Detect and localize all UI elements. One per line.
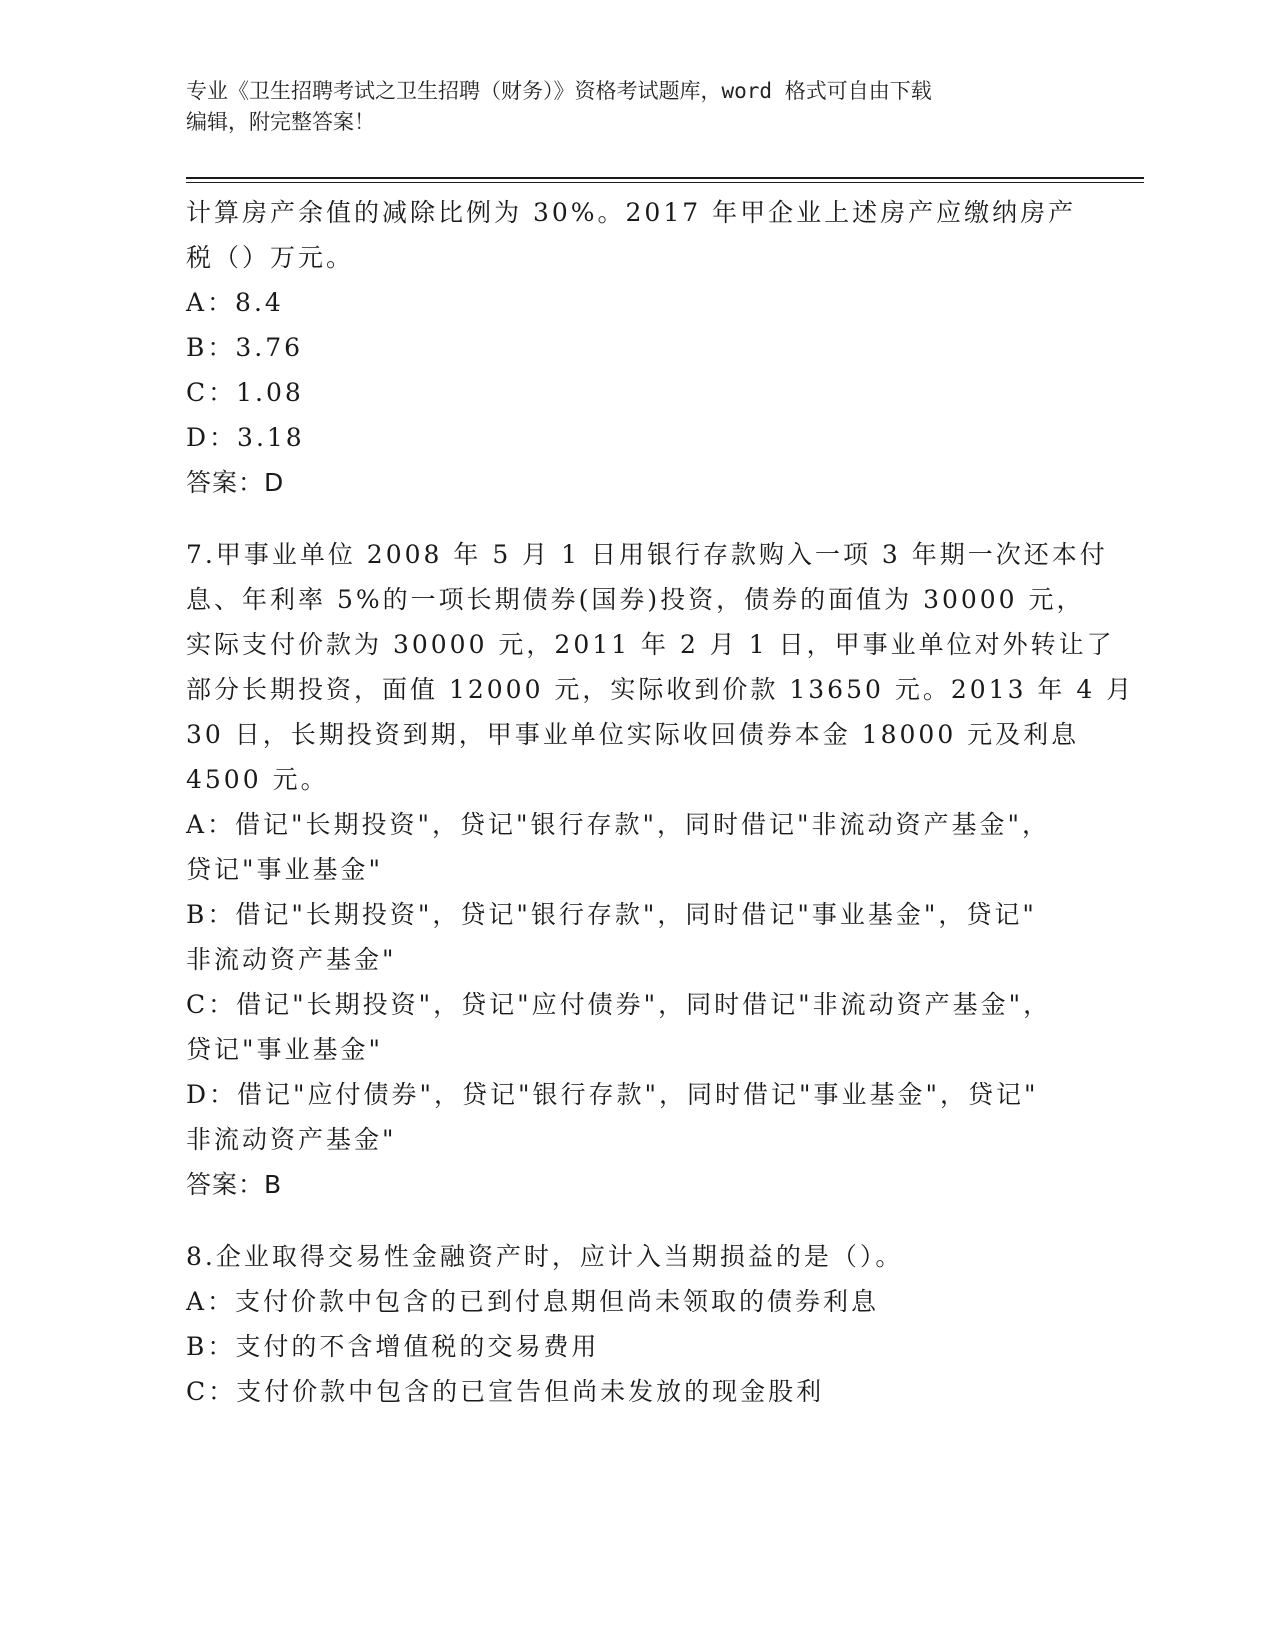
- question-stem-line: 实际支付价款为 30000 元，2011 年 2 月 1 日，甲事业单位对外转让了: [186, 630, 1115, 659]
- option-b: B：支付的不含增值税的交易费用: [186, 1332, 600, 1361]
- header-rule-thin: [186, 182, 1144, 183]
- question-stem-line: 息、年利率 5%的一项长期债券(国券)投资，债券的面值为 30000 元，: [186, 585, 1085, 614]
- spacer: [186, 505, 1076, 532]
- question-8: [186, 1234, 1076, 1414]
- header-line-2: 编辑，附完整答案！: [186, 110, 375, 134]
- option-a: A：支付价款中包含的已到付息期但尚未领取的债券利息: [186, 1287, 880, 1316]
- header-line-1: 专业《卫生招聘考试之卫生招聘（财务）》资格考试题库，word 格式可自由下载: [186, 79, 932, 103]
- option-d: D：借记"应付债券"，贷记"银行存款"，同时借记"事业基金"，贷记": [186, 1080, 1039, 1109]
- option-a: A：8.4: [186, 288, 284, 317]
- option-d-continued: 非流动资产基金": [186, 1125, 397, 1154]
- page-header: [186, 76, 1066, 138]
- option-b-continued: 非流动资产基金": [186, 945, 397, 974]
- question-stem-line: 7.甲事业单位 2008 年 5 月 1 日用银行存款购入一项 3 年期一次还本付: [186, 540, 1108, 569]
- question-stem-line: 8.企业取得交易性金融资产时，应计入当期损益的是（）。: [186, 1242, 904, 1271]
- option-c: C：支付价款中包含的已宣告但尚未发放的现金股利: [186, 1377, 825, 1406]
- question-stem-line: 税（）万元。: [186, 243, 355, 272]
- question-stem-line: 部分长期投资，面值 12000 元，实际收到价款 13650 元。2013 年 4 月: [186, 675, 1135, 704]
- option-c: C：1.08: [186, 378, 304, 407]
- question-stem-line: 30 日，长期投资到期，甲事业单位实际收回债券本金 18000 元及利息: [186, 720, 1080, 749]
- question-6: [186, 190, 1076, 505]
- answer-label: 答案：B: [186, 1170, 283, 1199]
- option-c: C：借记"长期投资"，贷记"应付债券"，同时借记"非流动资产基金"，: [186, 990, 1052, 1019]
- option-b: B：3.76: [186, 333, 304, 362]
- question-stem-line: 计算房产余值的减除比例为 30%。2017 年甲企业上述房产应缴纳房产: [186, 198, 1077, 227]
- answer-label: 答案：D: [186, 468, 285, 497]
- question-7: [186, 532, 1135, 1207]
- option-b: B：借记"长期投资"，贷记"银行存款"，同时借记"事业基金"，贷记": [186, 900, 1037, 929]
- spacer: [186, 1207, 1076, 1234]
- question-stem-line: 4500 元。: [186, 765, 329, 794]
- option-c-continued: 贷记"事业基金": [186, 1035, 383, 1064]
- document-body: [186, 190, 1135, 1414]
- header-rule-thick: [186, 177, 1144, 179]
- option-a: A：借记"长期投资"，贷记"银行存款"，同时借记"非流动资产基金"，: [186, 810, 1051, 839]
- option-d: D：3.18: [186, 423, 305, 452]
- option-a-continued: 贷记"事业基金": [186, 855, 383, 884]
